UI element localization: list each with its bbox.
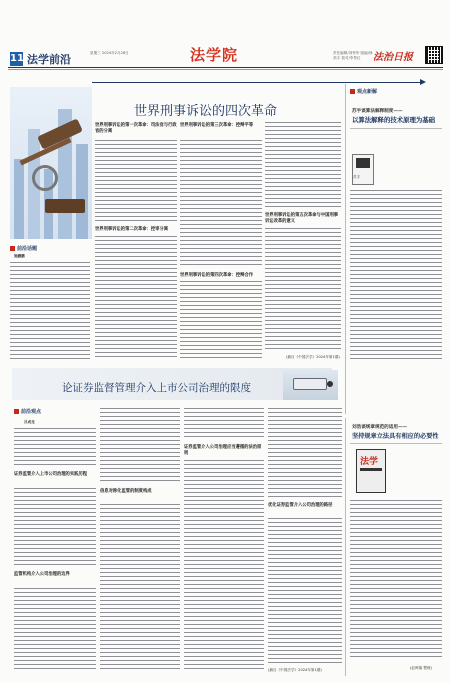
sidebar2-rule — [350, 443, 442, 444]
article2-subhead: 优化证券监管介入公司治理的路径 — [268, 503, 333, 508]
article1-subhead: 世界刑事诉讼的第三次革命：控辩平等 — [180, 123, 254, 128]
article1-subhead: 世界刑事诉讼的第四次革命：控辩合作 — [180, 273, 254, 278]
qr-code-icon — [425, 46, 443, 64]
article2-subhead: 证券监管介入公司治理应当遵循的法治原则 — [184, 445, 262, 456]
sidebar1-tag: 观点新解 — [350, 88, 377, 95]
article1-text-col4a — [265, 122, 341, 208]
article2-text-col1c — [14, 588, 96, 670]
sidebar1-cover-label: 苏宇 — [353, 175, 361, 179]
gavel-illustration — [10, 87, 92, 239]
article1-text-col2b — [95, 236, 177, 360]
column-divider — [345, 84, 346, 414]
section-title: 法学前沿 — [27, 53, 71, 66]
article1-text-col3b — [180, 281, 262, 360]
newspaper-logo: 法治日报 — [373, 52, 413, 63]
article1-text-col2a — [95, 140, 177, 222]
sidebar2-kicker: 刘浩谈规章规范的适用—— — [352, 425, 408, 430]
article2-text-col2b — [100, 504, 180, 670]
article2-tag: 前沿观点 — [14, 408, 41, 415]
article2-byline: 吕成龙 — [24, 420, 35, 424]
sidebar2-title: 坚持规章立法具有相应的必要性 — [352, 433, 439, 440]
article2-title: 论证券监督管理介入上市公司治理的限度 — [62, 382, 251, 394]
sidebar2-text — [350, 500, 442, 660]
sidebar1-rule — [350, 128, 442, 129]
page-header — [0, 0, 450, 74]
sidebar2-footer: (赵晖摘 整理) — [410, 666, 432, 670]
header-rule — [8, 67, 443, 68]
article2-subhead: 证券监管介入上市公司治理的实践历程 — [14, 472, 88, 477]
handcuff-icon — [32, 165, 58, 191]
sidebar1-kicker: 苏宇谈算法解释制度—— — [352, 109, 403, 114]
journal-cover-image: 法学 — [356, 449, 386, 493]
sidebar1-text — [350, 190, 442, 360]
column-divider — [345, 418, 346, 676]
article2-text-col3b — [184, 460, 264, 670]
article1-subhead: 世界刑事诉讼的第五次革命与中国刑事诉讼改革的意义 — [265, 213, 339, 224]
article2-text-col2a — [100, 408, 180, 484]
article1-source: (摘自《中国法学》2024年第1期) — [286, 355, 340, 359]
article1-text-col1 — [10, 262, 90, 360]
sidebar1-title: 以算法解释的技术原理为基础 — [352, 116, 436, 124]
article2-text-col4b — [268, 518, 342, 664]
title-arrow — [92, 82, 422, 83]
dateline: 星期三 2024年2月28日 — [90, 51, 129, 55]
article1-byline: 施鹏鹏 — [14, 254, 25, 258]
page-number: 11 — [10, 53, 24, 64]
article2-source: (摘自《中国法学》2024年第1期) — [268, 668, 322, 672]
article1-text-col3a — [180, 140, 262, 268]
camera-icon — [293, 378, 327, 390]
article2-text-col4a — [268, 408, 342, 498]
article1-text-col4b — [265, 228, 341, 352]
editors-credit: 责任编辑/刘秀华 版编/徐高宇 校对/李景红 — [333, 51, 373, 60]
section-banner: 法学院 — [190, 46, 239, 64]
header-rule-thin — [8, 69, 443, 70]
article2-text-col1a — [14, 428, 96, 468]
surveillance-camera-illustration — [283, 370, 338, 400]
article2-text-col3a — [184, 408, 264, 440]
article1-tag: 前沿话题 — [10, 245, 37, 252]
article1-subhead: 世界刑事诉讼的第二次革命：控审分离 — [95, 227, 169, 232]
article1-title: 世界刑事诉讼的四次革命 — [134, 104, 278, 119]
article1-subhead: 世界刑事诉讼的第一次革命：司法官与行政官的分离 — [95, 123, 177, 134]
book-cover-image — [352, 154, 374, 185]
article2-subhead: 信息对称化监管的制度构成 — [100, 489, 152, 494]
article2-subhead: 监管机构介入公司治理的边界 — [14, 572, 70, 577]
article2-text-col1b — [14, 488, 96, 568]
